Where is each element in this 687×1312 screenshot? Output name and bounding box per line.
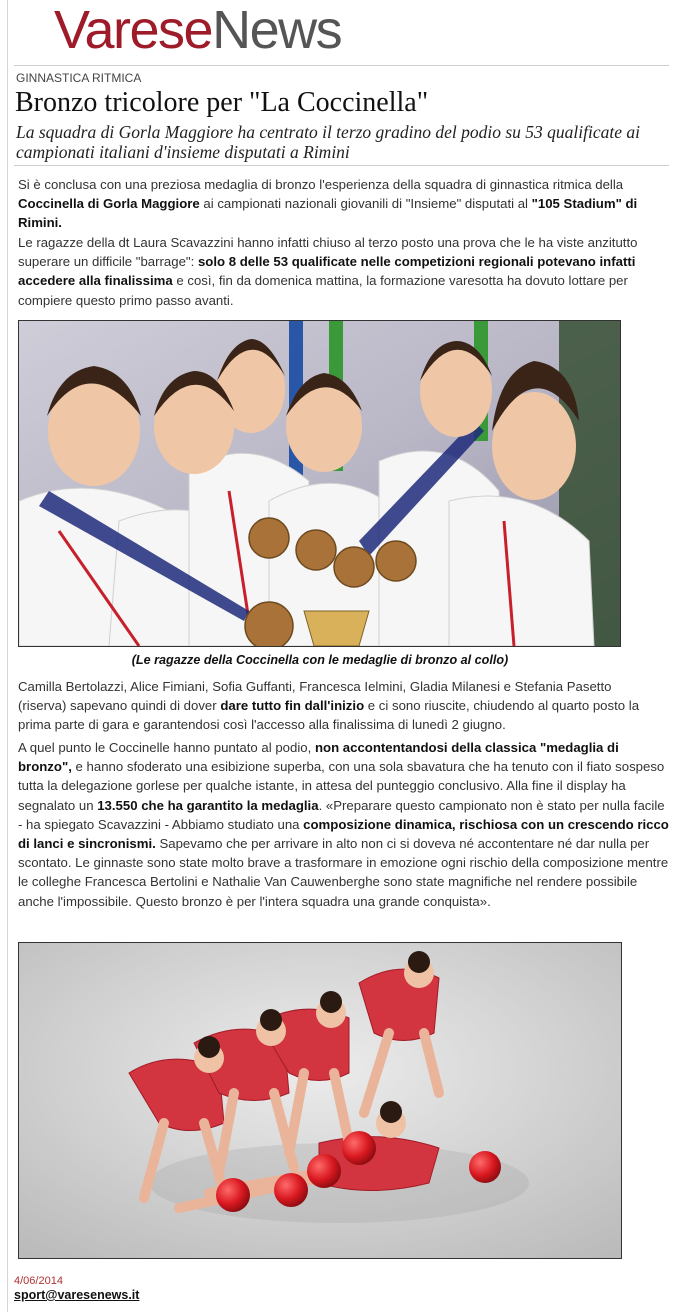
article-title: Bronzo tricolore per "La Coccinella" [15,87,429,118]
p3-bold-1: dare tutto fin dall'inizio [220,698,365,714]
p4-bold-1: non accontentandosi della classica "medaglia di bronzo", [18,740,619,775]
team-routine-photo-illustration [19,943,621,1258]
logo-text-varese: Varese [54,0,213,60]
p4-text-4: Sapevamo che per arrivare in alto non ci si doveva né accontentare né dar nulla per scontato. Le ginnaste sono state molto brave a trasformare in emozione ogni rischio della composizione mentre le colleghe Francesca Bertolini e Nathalie Van Cauwenberghe sono state magnifiche nel rendere possibile anche l'impossibile. Questo bronzo è per l'intera squadra una grande conquista». [18,836,669,909]
p2-text-2: e così, fin da domenica mattina, la formazione varesotta ha dovuto lottare per compiere questo primo passo avanti. [18,273,628,308]
paragraph-1 [18,175,658,233]
p3-text-1: Camilla Bertolazzi, Alice Fimiani, Sofia Guffanti, Francesca Ielmini, Gladia Milanesi e Stefania Pasetto (riserva) sapevano quindi di dover [18,679,612,714]
p4-text-3: . «Preparare questo campionato non è stato per nulla facile - ha spiegato Scavazzini - Abbiamo studiato una [18,797,665,832]
p4-text-2: e hanno sfoderato una esibizione superba, con una sola sbavatura che ha tenuto con il fiato sospeso tutta la delegazione gorlese per qualche istante, in attesa del punteggio conclusivo. Alla fine il display ha segnalato un [18,759,665,813]
paragraph-2 [18,233,658,310]
site-logo[interactable] [54,0,341,60]
p2-text-1: Le ragazze della dt Laura Scavazzini hanno infatti chiuso al terzo posto una prova che le ha viste anzitutto superare un difficile "barrage": [18,235,638,270]
p2-bold-1: solo 8 delle 53 qualificate nelle competizioni regionali potevano infatti accedere alla finalissima [18,254,636,289]
article-category: GINNASTICA RITMICA [16,71,142,85]
p3-text-2: e ci sono riuscite, chiudendo al quarto posto la prima parte di gara e garantendosi così l'accesso alla finalissima di lunedì 2 giugno. [18,698,640,733]
p1-text-1: Si è conclusa con una preziosa medaglia di bronzo l'esperienza della squadra di ginnastica ritmica della [18,177,624,192]
article-date: 4/06/2014 [14,1275,63,1287]
team-medals-photo-illustration [19,321,620,646]
p4-bold-3: composizione dinamica, rischiosa con un crescendo ricco di lanci e sincronismi. [18,816,669,852]
subtitle-divider [14,165,669,166]
left-border [7,0,8,1312]
article-subtitle: La squadra di Gorla Maggiore ha centrato il terzo gradino del podio su 53 qualificate ai campionati italiani d'insieme disputati a Rimini [16,122,640,162]
header-divider [14,65,669,66]
paragraph-3 [18,677,658,735]
logo-text-news: News [212,0,342,60]
photo-caption: (Le ragazze della Coccinella con le medaglie di bronzo al collo) [131,653,509,667]
p4-text-1: A quel punto le Coccinelle hanno puntato al podio, [18,740,315,755]
p1-bold-2: "105 Stadium" di Rimini. [18,196,638,231]
photo-team-medals [18,320,621,647]
contact-email-link[interactable]: sport@varesenews.it [14,1288,140,1302]
paragraph-4 [18,738,670,911]
p1-text-2: ai campionati nazionali giovanili di "Insieme" disputati al [199,196,532,212]
p1-bold-1: Coccinella di Gorla Maggiore [18,196,200,212]
photo-team-routine [18,942,622,1259]
p4-bold-2: 13.550 che ha garantito la medaglia [97,797,319,813]
